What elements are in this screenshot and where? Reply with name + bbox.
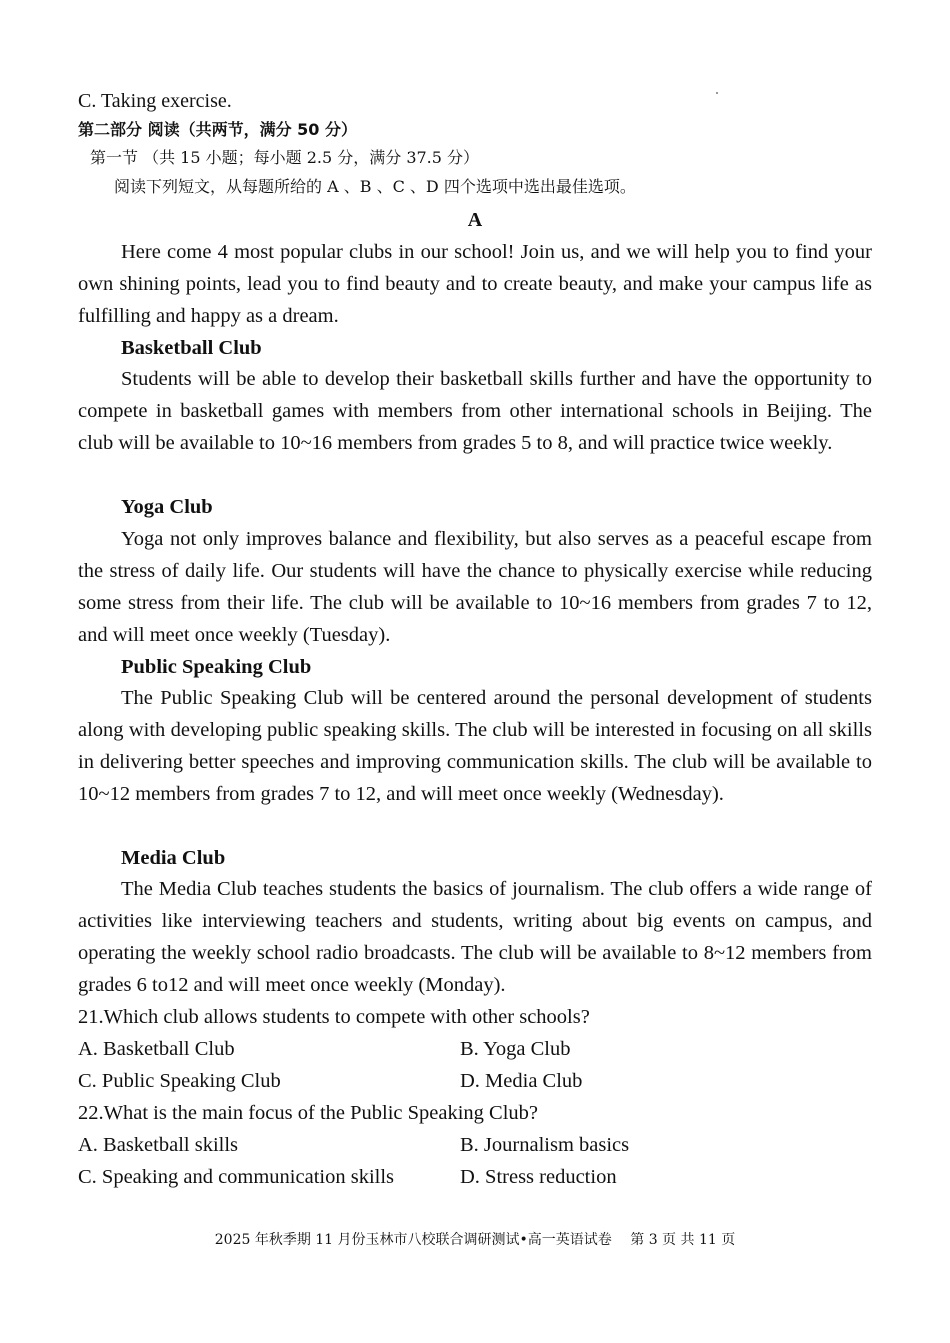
question-21-option-a: A. Basketball Club bbox=[78, 1038, 235, 1060]
passage-label: A bbox=[467, 209, 483, 231]
question-22-option-c: C. Speaking and communication skills bbox=[78, 1166, 395, 1188]
question-21-option-b: B. Yoga Club bbox=[460, 1038, 571, 1060]
club-heading-public-speaking: Public Speaking Club bbox=[121, 656, 312, 678]
page-footer: 2025 年秋季期 11 月份玉林市八校联合调研测试•高一英语试卷 第 3 页 共 11 页 bbox=[214, 1232, 736, 1248]
section-title: 第一节 （共 15 小题；每小题 2.5 分，满分 37.5 分） bbox=[90, 148, 480, 167]
part-title: 第二部分 阅读（共两节，满分 50 分） bbox=[78, 120, 357, 139]
club-heading-yoga: Yoga Club bbox=[121, 496, 213, 518]
question-22-option-d: D. Stress reduction bbox=[460, 1166, 617, 1188]
club-text-yoga: Yoga not only improves balance and flexibility, but also serves as a peaceful escape from the stress of daily life. Our students will have the chance to physically exercise while reducing some stress from their life. The club will be available to 10~16 members from grades 7 to 12, and will meet once weekly (Tuesday). bbox=[78, 528, 872, 646]
question-22-stem: 22.What is the main focus of the Public Speaking Club? bbox=[78, 1102, 539, 1124]
carryover-option: C. Taking exercise. bbox=[78, 90, 232, 112]
question-21-option-c: C. Public Speaking Club bbox=[78, 1070, 281, 1092]
passage-intro: Here come 4 most popular clubs in our school! Join us, and we will help you to find your own shining points, lead you to find beauty and to create beauty, and make your campus life as fulfilling and happy as a dream. bbox=[78, 241, 872, 327]
question-22-option-b: B. Journalism basics bbox=[460, 1134, 630, 1156]
scan-speck bbox=[716, 92, 718, 94]
instruction: 阅读下列短文，从每题所给的 A 、B 、C 、D 四个选项中选出最佳选项。 bbox=[114, 177, 636, 196]
club-text-public-speaking: The Public Speaking Club will be centered around the personal development of students along with developing public speaking skills. The club will be interested in focusing on all skills in delivering better speeches and improving communication skills. The club will be available to 10~12 members from grades 7 to 12, and will meet once weekly (Wednesday). bbox=[78, 687, 872, 805]
question-22-option-a: A. Basketball skills bbox=[78, 1134, 239, 1156]
club-heading-basketball: Basketball Club bbox=[121, 337, 262, 359]
question-21-stem: 21.Which club allows students to compete with other schools? bbox=[78, 1006, 590, 1028]
question-21-option-d: D. Media Club bbox=[460, 1070, 583, 1092]
club-text-media: The Media Club teaches students the basics of journalism. The club offers a wide range of activities like interviewing teachers and students, writing about big events on campus, and operating the weekly school radio broadcasts. The club will be available to 8~12 members from grades 6 to12 and will meet once weekly (Monday). bbox=[78, 878, 872, 996]
club-heading-media: Media Club bbox=[121, 847, 226, 869]
club-text-basketball: Students will be able to develop their basketball skills further and have the opportunity to compete in basketball games with members from other international schools in Beijing. The club will be available to 10~16 members from grades 5 to 8, and will practice twice weekly. bbox=[78, 368, 872, 454]
